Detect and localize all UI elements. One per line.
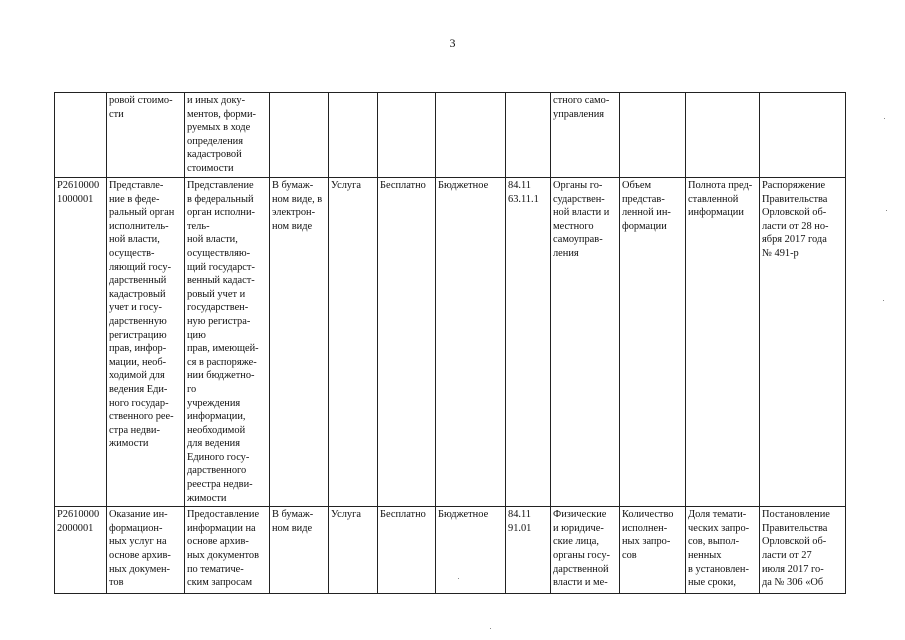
cell-service-name: Оказание ин- формацион- ных услуг на основе архив- ных докумен- тов: [107, 507, 185, 594]
cell-type: [329, 93, 378, 178]
cell-quality-indicator: Полнота пред- ставленной информации: [686, 178, 760, 507]
cell-legal-basis: Распоряжение Правительства Орловской об- ласти от 28 но- ября 2017 года № 491-р: [760, 178, 846, 507]
cell-consumers: Физические и юридиче- ские лица, органы госу- дарственной власти и ме-: [551, 507, 620, 594]
cell-quality-indicator: Доля темати- ческих запро- сов, выпол- ненных в установлен- ные сроки,: [686, 507, 760, 594]
cell-type: Услуга: [329, 178, 378, 507]
scan-speck: [458, 578, 459, 579]
cell-legal-basis: Постановление Правительства Орловской об- ласти от 27 июля 2017 го- да № 306 «Об: [760, 507, 846, 594]
cell-okved: 84.11 91.01: [506, 507, 551, 594]
cell-okved: 84.11 63.11.1: [506, 178, 551, 507]
cell-volume-indicator: [620, 93, 686, 178]
cell-quality-indicator: [686, 93, 760, 178]
page-number: 3: [449, 36, 456, 50]
scan-speck: [490, 628, 491, 629]
table-row: [55, 507, 846, 594]
cell-institution-type: Бюджетное: [436, 178, 506, 507]
cell-service-name: Представле- ние в феде- ральный орган исполнитель- ной власти, осуществ- ляющий госу- дарственный кадастровый учет и госу- дарственную регистрацию прав, инфор- мации, необ- ходимой для ведения Еди- ного государ- ственного рее- стра недви- жимости: [107, 178, 185, 507]
cell-code: P2610000 2000001: [55, 507, 107, 594]
services-register-table: [54, 92, 846, 594]
cell-service-content: Предоставление информации на основе архив- ных документов по тематиче- ским запросам: [185, 507, 270, 594]
cell-payment: [378, 93, 436, 178]
cell-service-content: Представление в федеральный орган исполни- тель- ной власти, осуществляю- щий государст- венный кадаст- ровый учет и государствен- ную регистра- цию прав, имеющей- ся в распоряже- нии бюджетно- го учреждения информации, необходимой для ведения Единого госу- дарственного реестра недви- жимости: [185, 178, 270, 507]
scan-speck: [886, 210, 887, 211]
cell-consumers: Органы го- сударствен- ной власти и местного самоуправ- ления: [551, 178, 620, 507]
cell-payment: Бесплатно: [378, 178, 436, 507]
cell-code: [55, 93, 107, 178]
cell-service-name: ровой стоимо- сти: [107, 93, 185, 178]
cell-payment: Бесплатно: [378, 507, 436, 594]
table-row: [55, 178, 846, 507]
cell-consumers: стного само- управления: [551, 93, 620, 178]
cell-volume-indicator: Объем представ- ленной ин- формации: [620, 178, 686, 507]
cell-institution-type: [436, 93, 506, 178]
scan-speck: [884, 118, 885, 119]
cell-volume-indicator: Количество исполнен- ных запро- сов: [620, 507, 686, 594]
cell-form: [270, 93, 329, 178]
cell-institution-type: Бюджетное: [436, 507, 506, 594]
scan-speck: [883, 300, 884, 301]
cell-type: Услуга: [329, 507, 378, 594]
cell-service-content: и иных доку- ментов, форми- руемых в ходе определения кадастровой стоимости: [185, 93, 270, 178]
cell-code: P2610000 1000001: [55, 178, 107, 507]
cell-legal-basis: [760, 93, 846, 178]
cell-okved: [506, 93, 551, 178]
cell-form: В бумаж- ном виде: [270, 507, 329, 594]
table-row-continuation: [55, 93, 846, 178]
cell-form: В бумаж- ном виде, в электрон- ном виде: [270, 178, 329, 507]
